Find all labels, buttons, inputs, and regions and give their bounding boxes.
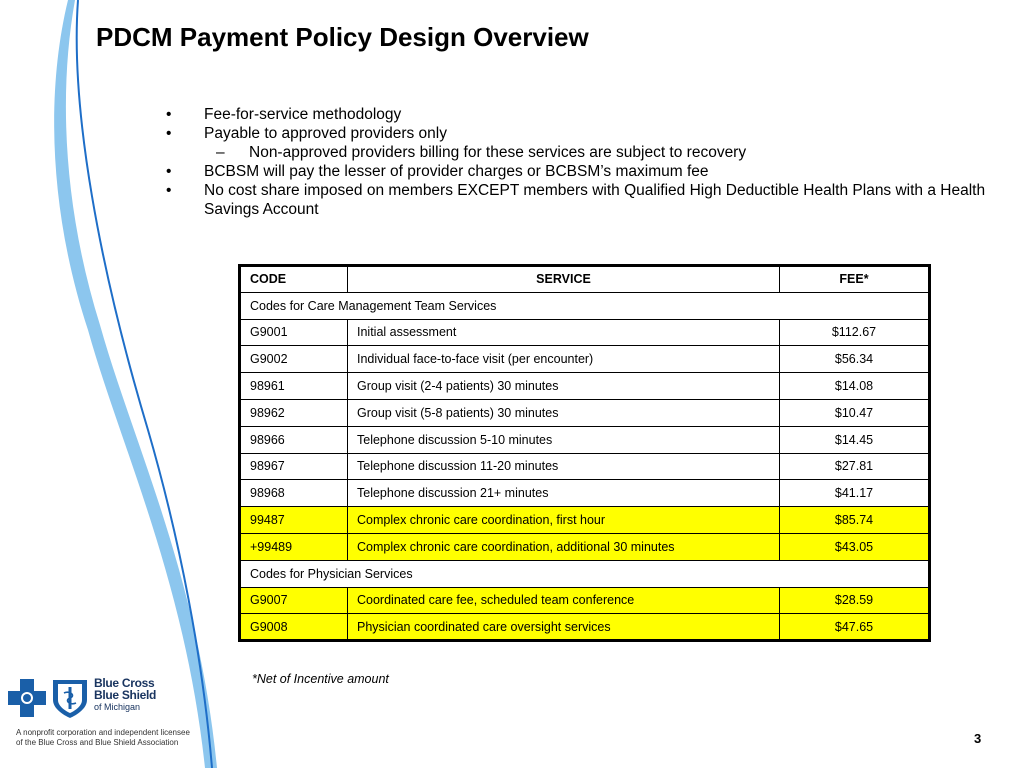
bullet-text: Payable to approved providers only: [204, 125, 447, 142]
table-row: [240, 426, 930, 453]
cell-fee: $56.34: [780, 346, 930, 373]
cell-service: Coordinated care fee, scheduled team conference: [348, 587, 780, 614]
section-row: [240, 292, 930, 319]
cell-code: G9008: [240, 614, 348, 641]
cell-code: 98968: [240, 480, 348, 507]
table-row: [240, 399, 930, 426]
cell-service: Group visit (2-4 patients) 30 minutes: [348, 373, 780, 400]
cell-fee: $10.47: [780, 399, 930, 426]
cell-code: 98966: [240, 426, 348, 453]
bullet-item: [166, 162, 1021, 181]
logo-line1: Blue Cross: [94, 676, 155, 690]
section-row: [240, 560, 930, 587]
page-number: 3: [974, 731, 982, 746]
table-row: [240, 453, 930, 480]
fee-table: [238, 264, 931, 642]
cell-code: G9002: [240, 346, 348, 373]
license-line2: of the Blue Cross and Blue Shield Association: [16, 738, 179, 747]
blue-cross-icon: [8, 679, 46, 717]
table-row: [240, 480, 930, 507]
cell-fee: $112.67: [780, 319, 930, 346]
section-title: Codes for Physician Services: [240, 560, 930, 587]
cell-service: Telephone discussion 11-20 minutes: [348, 453, 780, 480]
section-title: Codes for Care Management Team Services: [240, 292, 930, 319]
cell-fee: $27.81: [780, 453, 930, 480]
cell-code: 99487: [240, 507, 348, 534]
logo-line2: Blue Shield: [94, 688, 157, 702]
cell-fee: $43.05: [780, 533, 930, 560]
blue-shield-icon: [53, 680, 87, 718]
cell-fee: $47.65: [780, 614, 930, 641]
cell-code: G9007: [240, 587, 348, 614]
bullet-marker: •: [166, 125, 172, 142]
cell-service: Complex chronic care coordination, additional 30 minutes: [348, 533, 780, 560]
license-line1: A nonprofit corporation and independent licensee: [16, 728, 190, 737]
bullet-text: Non-approved providers billing for these services are subject to recovery: [249, 144, 747, 161]
table-row: [240, 587, 930, 614]
cell-fee: $14.08: [780, 373, 930, 400]
page-title: PDCM Payment Policy Design Overview: [96, 22, 589, 52]
cell-fee: $85.74: [780, 507, 930, 534]
header-service: SERVICE: [348, 266, 780, 293]
cell-code: +99489: [240, 533, 348, 560]
table-row: [240, 533, 930, 560]
cell-code: 98961: [240, 373, 348, 400]
license-statement: [16, 728, 190, 748]
cell-service: Group visit (5-8 patients) 30 minutes: [348, 399, 780, 426]
bullet-list: [166, 105, 1021, 219]
cell-fee: $28.59: [780, 587, 930, 614]
cell-code: G9001: [240, 319, 348, 346]
logo-wordmark: [94, 677, 156, 713]
bullet-text: BCBSM will pay the lesser of provider charges or BCBSM’s maximum fee: [204, 163, 709, 180]
bullet-marker: •: [166, 163, 172, 180]
table-row: [240, 319, 930, 346]
cell-fee: $41.17: [780, 480, 930, 507]
bullet-item: [166, 181, 1021, 219]
table-row: [240, 373, 930, 400]
bullet-item: [166, 124, 1021, 143]
table-footnote: *Net of Incentive amount: [252, 672, 389, 686]
cell-service: Complex chronic care coordination, first hour: [348, 507, 780, 534]
table-row: [240, 346, 930, 373]
bullet-item: [166, 143, 1021, 162]
cell-service: Individual face-to-face visit (per encounter): [348, 346, 780, 373]
cell-code: 98967: [240, 453, 348, 480]
cell-service: Physician coordinated care oversight services: [348, 614, 780, 641]
bullet-marker: •: [166, 106, 172, 123]
logo-line3: of Michigan: [94, 702, 141, 712]
cell-service: Initial assessment: [348, 319, 780, 346]
table-row: [240, 507, 930, 534]
cell-fee: $14.45: [780, 426, 930, 453]
bullet-text: Fee-for-service methodology: [204, 106, 402, 123]
cell-service: Telephone discussion 5-10 minutes: [348, 426, 780, 453]
bullet-marker: –: [216, 144, 225, 161]
cell-service: Telephone discussion 21+ minutes: [348, 480, 780, 507]
header-code: CODE: [240, 266, 348, 293]
table-row: [240, 614, 930, 641]
header-fee: FEE*: [780, 266, 930, 293]
bullet-text: No cost share imposed on members EXCEPT members with Qualified High Deductible Health Plans with a Health Savings Account: [204, 182, 986, 218]
table-header-row: [240, 266, 930, 293]
cell-code: 98962: [240, 399, 348, 426]
bullet-marker: •: [166, 182, 172, 199]
bullet-item: [166, 105, 1021, 124]
bcbsm-logo: [6, 676, 92, 722]
